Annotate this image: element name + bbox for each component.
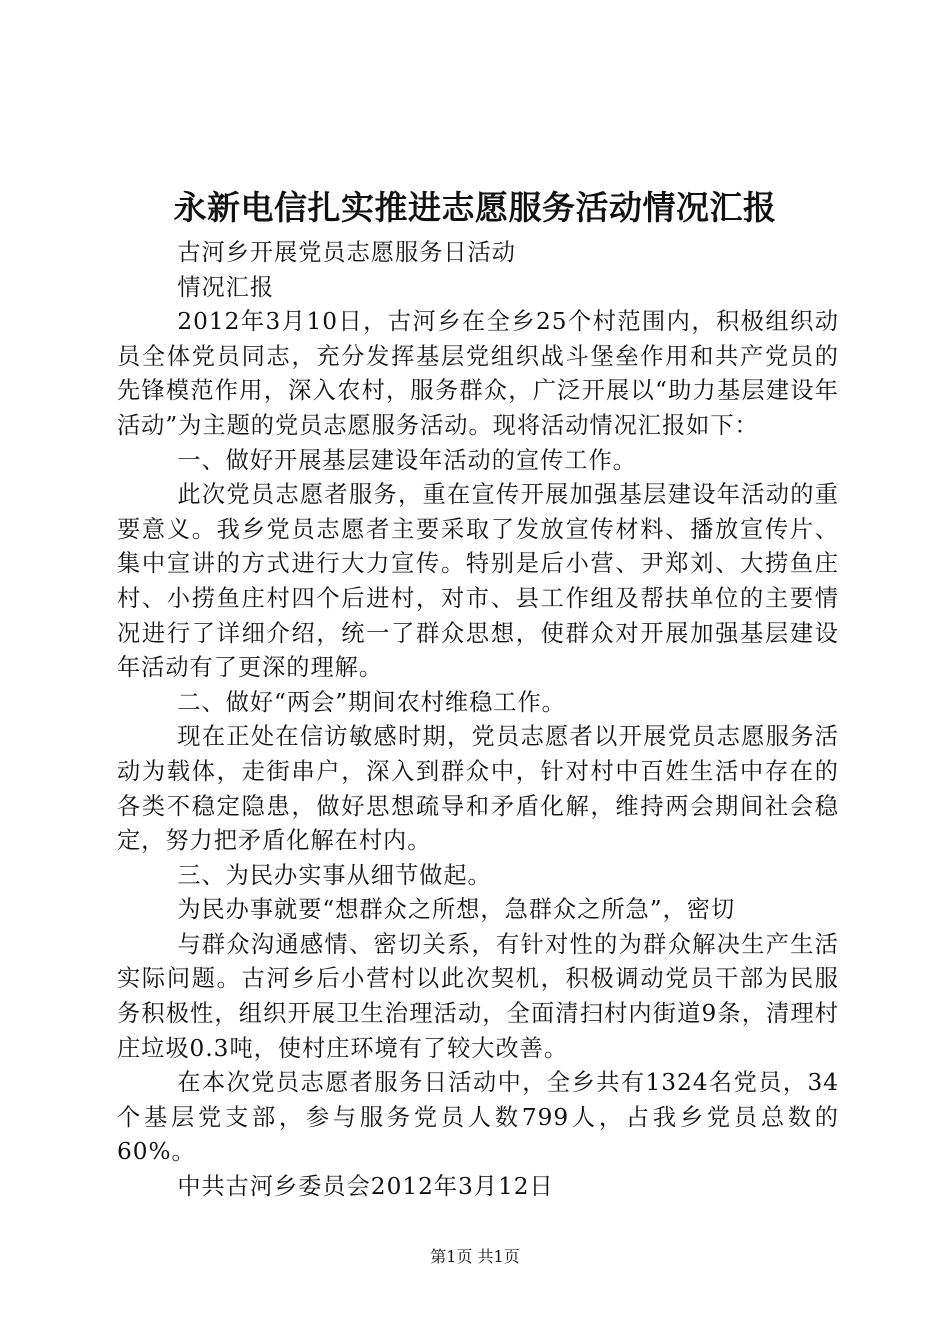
signature-line: 中共古河乡委员会2012年3月12日: [177, 1173, 554, 1201]
section-heading-2: 二、做好“两会”期间农村维稳工作。: [177, 688, 566, 716]
subtitle-line-1: 古河乡开展党员志愿服务日活动: [177, 239, 516, 266]
section-heading-1: 一、做好开展基层建设年活动的宣传工作。: [177, 446, 637, 474]
document-body: [117, 236, 839, 1205]
paragraph-summary: 在本次党员志愿者服务日活动中，全乡共有1324名党员，34个基层党支部，参与服务党员人数799人，占我乡党员总数的60%。: [117, 1069, 839, 1166]
paragraph-section-3: 与群众沟通感情、密切关系，有针对性的为群众解决生产生活实际问题。古河乡后小营村以此次契机，积极调动党员干部为民服务积极性，组织开展卫生治理活动，全面清扫村内街道9条，清理村庄垃圾0.3吨，使村庄环境有了较大改善。: [117, 930, 839, 1062]
paragraph-section-2: 现在正处在信访敏感时期，党员志愿者以开展党员志愿服务活动为载体，走街串户，深入到群众中，针对村中百姓生活中存在的各类不稳定隐患，做好思想疏导和矛盾化解，维持两会期间社会稳定，努力把矛盾化解在村内。: [117, 723, 839, 855]
document-title: 永新电信扎实推进志愿服务活动情况汇报: [173, 188, 777, 227]
subtitle-line-2: 情况汇报: [177, 273, 275, 301]
page-number: 第1页 共1页: [430, 1247, 520, 1266]
paragraph-section-1: 此次党员志愿者服务，重在宣传开展加强基层建设年活动的重要意义。我乡党员志愿者主要采取了发放宣传材料、播放宣传片、集中宣讲的方式进行大力宣传。特别是后小营、尹郑刘、大捞鱼庄村、小捞鱼庄村四个后进村，对市、县工作组及帮扶单位的主要情况进行了详细介绍，统一了群众思想，使群众对开展加强基层建设年活动有了更深的理解。: [117, 481, 839, 682]
paragraph-intro: 2012年3月10日，古河乡在全乡25个村范围内，积极组织动员全体党员同志，充分发挥基层党组织战斗堡垒作用和共产党员的先锋模范作用，深入农村，服务群众，广泛开展以“助力基层建设年活动”为主题的党员志愿服务活动。现将活动情况汇报如下：: [117, 308, 839, 439]
section-heading-3: 三、为民办实事从细节做起。: [177, 861, 492, 889]
paragraph-section-3-lead: 为民办事就要“想群众之所想，急群众之所急”，密切: [177, 896, 736, 924]
